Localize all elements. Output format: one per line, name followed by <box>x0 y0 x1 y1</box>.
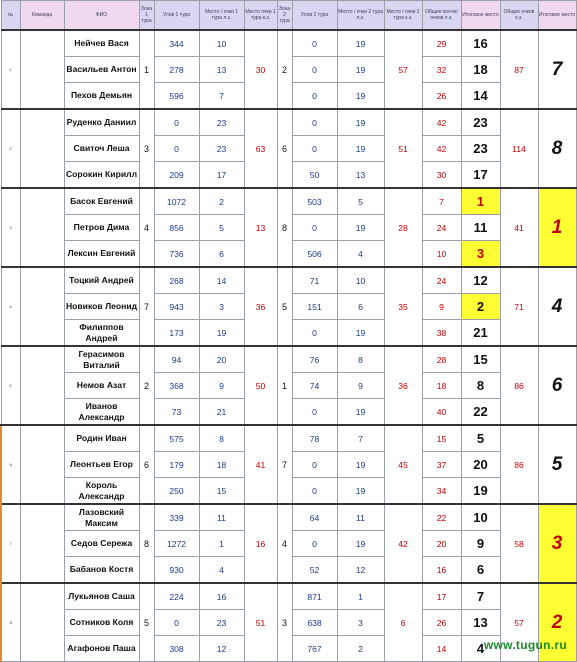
points-round1: 6 <box>199 241 244 268</box>
team-name <box>20 267 64 346</box>
team-total-points: 114 <box>500 109 538 188</box>
points-round2: 9 <box>337 373 384 399</box>
zone-round1: 1 <box>139 30 154 109</box>
catch-round1: 0 <box>154 136 199 162</box>
team-number: 6 <box>1 425 20 504</box>
points-round1: 11 <box>199 504 244 531</box>
zone-round2: 4 <box>277 504 292 583</box>
total-points: 29 <box>422 30 461 57</box>
total-points: 24 <box>422 267 461 294</box>
points-round2: 19 <box>337 399 384 426</box>
points-round2: 5 <box>337 188 384 215</box>
team-number: 5 <box>1 346 20 425</box>
points-round2: 10 <box>337 267 384 294</box>
catch-round1: 209 <box>154 162 199 189</box>
team-points-round1: 13 <box>244 188 277 267</box>
team-final-place: 7 <box>538 30 576 109</box>
header-row <box>1 1 576 31</box>
team-points-round1: 41 <box>244 425 277 504</box>
catch-round2: 71 <box>292 267 337 294</box>
points-round1: 23 <box>199 136 244 162</box>
team-name <box>20 425 64 504</box>
table-row <box>1 583 576 610</box>
points-round1: 17 <box>199 162 244 189</box>
participant-name: Филиппов Андрей <box>64 320 139 347</box>
zone-round2: 6 <box>277 109 292 188</box>
participant-name: Немов Азат <box>64 373 139 399</box>
participant-name: Нейчев Вася <box>64 30 139 57</box>
team-points-round2: 51 <box>384 109 422 188</box>
header-zone1: Зона 1 тура <box>139 1 154 31</box>
team-points-round2: 42 <box>384 504 422 583</box>
team-total-points: 41 <box>500 188 538 267</box>
catch-round1: 943 <box>154 294 199 320</box>
team-final-place: 4 <box>538 267 576 346</box>
team-final-place: 3 <box>538 504 576 583</box>
header-num: № <box>1 1 20 31</box>
catch-round2: 76 <box>292 346 337 373</box>
catch-round2: 52 <box>292 557 337 584</box>
header-zonesum2: Место / очки 2 тура к.з. <box>384 1 422 31</box>
catch-round2: 503 <box>292 188 337 215</box>
catch-round2: 50 <box>292 162 337 189</box>
points-round1: 9 <box>199 373 244 399</box>
points-round2: 19 <box>337 478 384 505</box>
header-team: Команда <box>20 1 64 31</box>
points-round1: 21 <box>199 399 244 426</box>
points-round2: 11 <box>337 504 384 531</box>
final-place: 7 <box>461 583 500 610</box>
team-number: 4 <box>1 267 20 346</box>
catch-round2: 638 <box>292 610 337 636</box>
catch-round1: 339 <box>154 504 199 531</box>
points-round1: 1 <box>199 531 244 557</box>
points-round2: 7 <box>337 425 384 452</box>
points-round1: 15 <box>199 478 244 505</box>
total-points: 20 <box>422 531 461 557</box>
team-points-round1: 50 <box>244 346 277 425</box>
header-final-place: Итоговое место <box>461 1 500 31</box>
final-place: 18 <box>461 57 500 83</box>
points-round2: 19 <box>337 215 384 241</box>
catch-round1: 224 <box>154 583 199 610</box>
total-points: 17 <box>422 583 461 610</box>
points-round2: 19 <box>337 320 384 347</box>
table-row <box>1 504 576 531</box>
points-round1: 23 <box>199 610 244 636</box>
results-body <box>1 30 576 662</box>
total-points: 15 <box>422 425 461 452</box>
participant-name: Пехов Демьян <box>64 83 139 110</box>
team-name <box>20 583 64 662</box>
points-round1: 3 <box>199 294 244 320</box>
total-points: 42 <box>422 136 461 162</box>
zone-round1: 4 <box>139 188 154 267</box>
points-round2: 1 <box>337 583 384 610</box>
header-catch2: Улов 2 тура <box>292 1 337 31</box>
catch-round2: 871 <box>292 583 337 610</box>
points-round2: 19 <box>337 136 384 162</box>
catch-round2: 0 <box>292 57 337 83</box>
total-points: 28 <box>422 346 461 373</box>
final-place: 19 <box>461 478 500 505</box>
table-row <box>1 188 576 215</box>
team-total-points: 57 <box>500 583 538 662</box>
final-place: 13 <box>461 610 500 636</box>
participant-name: Бабанов Костя <box>64 557 139 584</box>
table-row <box>1 425 576 452</box>
final-place: 23 <box>461 109 500 136</box>
team-final-place: 6 <box>538 346 576 425</box>
team-total-points: 58 <box>500 504 538 583</box>
total-points: 30 <box>422 162 461 189</box>
final-place: 5 <box>461 425 500 452</box>
points-round1: 10 <box>199 30 244 57</box>
catch-round2: 0 <box>292 320 337 347</box>
final-place: 9 <box>461 531 500 557</box>
participant-name: Сорокин Кирилл <box>64 162 139 189</box>
points-round1: 8 <box>199 425 244 452</box>
header-catch1: Улов 1 тура <box>154 1 199 31</box>
participant-name: Сотников Коля <box>64 610 139 636</box>
header-zonesum1: Место очки 1 тура к.з. <box>244 1 277 31</box>
catch-round1: 856 <box>154 215 199 241</box>
catch-round1: 736 <box>154 241 199 268</box>
team-name <box>20 504 64 583</box>
team-total-points: 87 <box>500 30 538 109</box>
total-points: 37 <box>422 452 461 478</box>
team-total-points: 71 <box>500 267 538 346</box>
team-points-round1: 30 <box>244 30 277 109</box>
points-round1: 5 <box>199 215 244 241</box>
points-round2: 19 <box>337 452 384 478</box>
final-place: 11 <box>461 215 500 241</box>
catch-round2: 0 <box>292 478 337 505</box>
final-place: 10 <box>461 504 500 531</box>
points-round1: 23 <box>199 109 244 136</box>
final-place: 21 <box>461 320 500 347</box>
participant-name: Руденко Даниил <box>64 109 139 136</box>
points-round2: 19 <box>337 109 384 136</box>
total-points: 40 <box>422 399 461 426</box>
team-number: 1 <box>1 30 20 109</box>
final-place: 16 <box>461 30 500 57</box>
catch-round2: 0 <box>292 83 337 110</box>
participant-name: Родин Иван <box>64 425 139 452</box>
zone-round2: 5 <box>277 267 292 346</box>
participant-name: Новиков Леонид <box>64 294 139 320</box>
team-number: 7 <box>1 504 20 583</box>
catch-round1: 1072 <box>154 188 199 215</box>
catch-round2: 0 <box>292 399 337 426</box>
total-points: 7 <box>422 188 461 215</box>
team-final-place: 1 <box>538 188 576 267</box>
points-round2: 19 <box>337 83 384 110</box>
catch-round1: 173 <box>154 320 199 347</box>
catch-round1: 308 <box>154 636 199 662</box>
catch-round2: 0 <box>292 215 337 241</box>
points-round2: 2 <box>337 636 384 662</box>
final-place: 2 <box>461 294 500 320</box>
catch-round2: 74 <box>292 373 337 399</box>
team-number: 8 <box>1 583 20 662</box>
total-points: 9 <box>422 294 461 320</box>
team-number: 2 <box>1 109 20 188</box>
final-place: 22 <box>461 399 500 426</box>
catch-round1: 344 <box>154 30 199 57</box>
table-row <box>1 109 576 136</box>
zone-round2: 3 <box>277 583 292 662</box>
points-round1: 16 <box>199 583 244 610</box>
catch-round2: 0 <box>292 531 337 557</box>
team-final-place: 8 <box>538 109 576 188</box>
final-place: 1 <box>461 188 500 215</box>
catch-round2: 64 <box>292 504 337 531</box>
zone-round2: 7 <box>277 425 292 504</box>
zone-round1: 5 <box>139 583 154 662</box>
final-place: 6 <box>461 557 500 584</box>
catch-round1: 368 <box>154 373 199 399</box>
total-points: 18 <box>422 373 461 399</box>
total-points: 14 <box>422 636 461 662</box>
header-total-pts: Общее кол-во очков л.з. <box>422 1 461 31</box>
points-round1: 18 <box>199 452 244 478</box>
points-round1: 14 <box>199 267 244 294</box>
catch-round1: 278 <box>154 57 199 83</box>
team-points-round2: 6 <box>384 583 422 662</box>
final-place: 3 <box>461 241 500 268</box>
participant-name: Иванов Александр <box>64 399 139 426</box>
participant-name: Король Александр <box>64 478 139 505</box>
catch-round2: 0 <box>292 30 337 57</box>
catch-round2: 0 <box>292 452 337 478</box>
zone-round1: 7 <box>139 267 154 346</box>
final-place: 15 <box>461 346 500 373</box>
catch-round1: 268 <box>154 267 199 294</box>
total-points: 16 <box>422 557 461 584</box>
final-place: 14 <box>461 83 500 110</box>
points-round1: 20 <box>199 346 244 373</box>
header-team-place: Итоговое место <box>538 1 576 31</box>
catch-round1: 0 <box>154 109 199 136</box>
participant-name: Свиточ Леша <box>64 136 139 162</box>
points-round2: 19 <box>337 30 384 57</box>
catch-round1: 575 <box>154 425 199 452</box>
points-round2: 19 <box>337 57 384 83</box>
header-zone2: Зона 2 тура <box>277 1 292 31</box>
team-name <box>20 109 64 188</box>
catch-round2: 506 <box>292 241 337 268</box>
catch-round2: 78 <box>292 425 337 452</box>
catch-round1: 250 <box>154 478 199 505</box>
zone-round2: 2 <box>277 30 292 109</box>
team-final-place: 2 <box>538 583 576 662</box>
table-row <box>1 346 576 373</box>
total-points: 22 <box>422 504 461 531</box>
zone-round1: 8 <box>139 504 154 583</box>
team-points-round2: 28 <box>384 188 422 267</box>
total-points: 10 <box>422 241 461 268</box>
points-round2: 8 <box>337 346 384 373</box>
catch-round1: 930 <box>154 557 199 584</box>
team-points-round2: 57 <box>384 30 422 109</box>
points-round2: 13 <box>337 162 384 189</box>
table-row <box>1 267 576 294</box>
total-points: 26 <box>422 83 461 110</box>
team-total-points: 86 <box>500 425 538 504</box>
participant-name: Лазовский Максим <box>64 504 139 531</box>
participant-name: Басок Евгений <box>64 188 139 215</box>
total-points: 34 <box>422 478 461 505</box>
team-points-round1: 63 <box>244 109 277 188</box>
final-place: 12 <box>461 267 500 294</box>
zone-round2: 1 <box>277 346 292 425</box>
zone-round1: 6 <box>139 425 154 504</box>
header-place1: Место / очки 1 тура л.з. <box>199 1 244 31</box>
participant-name: Леонтьев Егор <box>64 452 139 478</box>
team-number: 3 <box>1 188 20 267</box>
total-points: 24 <box>422 215 461 241</box>
table-row <box>1 30 576 57</box>
team-points-round2: 45 <box>384 425 422 504</box>
participant-name: Герасимов Виталий <box>64 346 139 373</box>
participant-name: Лукьянов Саша <box>64 583 139 610</box>
catch-round1: 73 <box>154 399 199 426</box>
team-points-round1: 51 <box>244 583 277 662</box>
participant-name: Лексин Евгений <box>64 241 139 268</box>
zone-round2: 8 <box>277 188 292 267</box>
points-round2: 19 <box>337 531 384 557</box>
final-place: 17 <box>461 162 500 189</box>
catch-round1: 0 <box>154 610 199 636</box>
participant-name: Седов Сережа <box>64 531 139 557</box>
points-round2: 6 <box>337 294 384 320</box>
watermark: www.tugun.ru <box>483 638 567 652</box>
catch-round1: 596 <box>154 83 199 110</box>
catch-round2: 0 <box>292 109 337 136</box>
points-round2: 3 <box>337 610 384 636</box>
catch-round2: 151 <box>292 294 337 320</box>
final-place: 8 <box>461 373 500 399</box>
points-round2: 4 <box>337 241 384 268</box>
team-total-points: 86 <box>500 346 538 425</box>
points-round1: 4 <box>199 557 244 584</box>
team-points-round1: 36 <box>244 267 277 346</box>
team-name <box>20 30 64 109</box>
zone-round1: 2 <box>139 346 154 425</box>
points-round2: 12 <box>337 557 384 584</box>
final-place: 23 <box>461 136 500 162</box>
participant-name: Петров Дима <box>64 215 139 241</box>
zone-round1: 3 <box>139 109 154 188</box>
total-points: 38 <box>422 320 461 347</box>
catch-round1: 1272 <box>154 531 199 557</box>
team-points-round2: 36 <box>384 346 422 425</box>
points-round1: 19 <box>199 320 244 347</box>
team-final-place: 5 <box>538 425 576 504</box>
points-round1: 13 <box>199 57 244 83</box>
catch-round1: 179 <box>154 452 199 478</box>
team-name <box>20 346 64 425</box>
points-round1: 7 <box>199 83 244 110</box>
total-points: 42 <box>422 109 461 136</box>
points-round1: 12 <box>199 636 244 662</box>
catch-round2: 767 <box>292 636 337 662</box>
final-place: 20 <box>461 452 500 478</box>
catch-round2: 0 <box>292 136 337 162</box>
header-place2: Место / очки 2 тура л.з. <box>337 1 384 31</box>
header-team-pts: Общее очков к.з. <box>500 1 538 31</box>
team-points-round2: 35 <box>384 267 422 346</box>
header-fio: ФИО <box>64 1 139 31</box>
points-round1: 2 <box>199 188 244 215</box>
catch-round1: 94 <box>154 346 199 373</box>
team-name <box>20 188 64 267</box>
participant-name: Васильев Антон <box>64 57 139 83</box>
participant-name: Агафонов Паша <box>64 636 139 662</box>
total-points: 32 <box>422 57 461 83</box>
final-place: 4 <box>461 636 500 662</box>
participant-name: Тоцкий Андрей <box>64 267 139 294</box>
total-points: 26 <box>422 610 461 636</box>
team-points-round1: 16 <box>244 504 277 583</box>
